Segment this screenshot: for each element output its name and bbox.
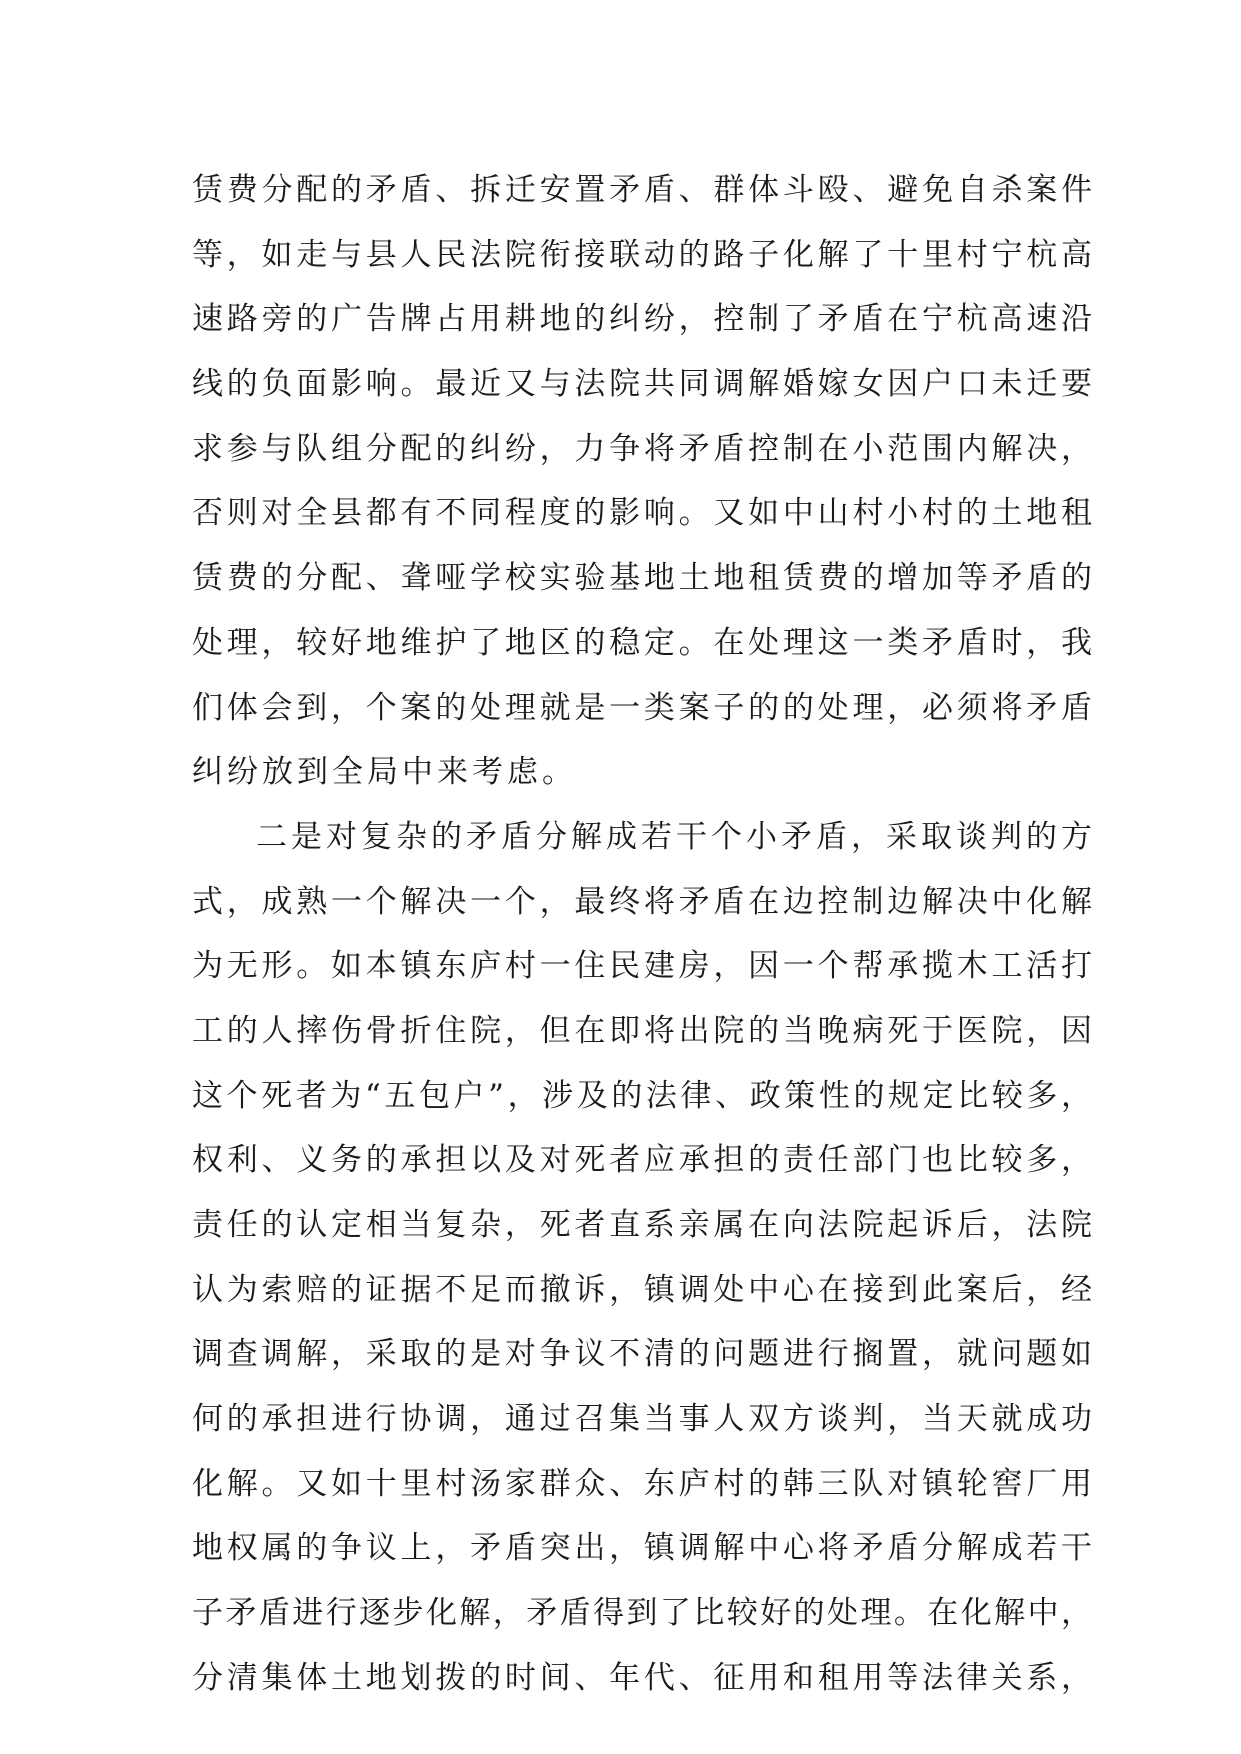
text-line: 求参与队组分配的纠纷，力争将矛盾控制在小范围内解决， — [192, 430, 1092, 467]
text-line: 责任的认定相当复杂，死者直系亲属在向法院起诉后，法院 — [192, 1207, 1092, 1243]
text-line: 工的人摔伤骨折住院，但在即将出院的当晚病死于医院，因 — [192, 1012, 1092, 1049]
text-line: 子矛盾进行逐步化解，矛盾得到了比较好的处理。在化解中， — [192, 1595, 1092, 1632]
text-line: 赁费分配的矛盾、拆迁安置矛盾、群体斗殴、避免自杀案件 — [192, 172, 1092, 208]
text-line: 线的负面影响。最近又与法院共同调解婚嫁女因户口未迁要 — [192, 366, 1092, 403]
text-line: 处理，较好地维护了地区的稳定。在处理这一类矛盾时，我 — [192, 624, 1092, 661]
text-line: 认为索赔的证据不足而撤诉，镇调处中心在接到此案后，经 — [192, 1271, 1092, 1308]
text-line: 赁费的分配、聋哑学校实验基地土地租赁费的增加等矛盾的 — [192, 560, 1092, 597]
text-line: 这个死者为“五包户”，涉及的法律、政策性的规定比较多， — [192, 1077, 1092, 1114]
text-line: 权利、义务的承担以及对死者应承担的责任部门也比较多， — [192, 1142, 1092, 1179]
text-line: 速路旁的广告牌占用耕地的纠纷，控制了矛盾在宁杭高速沿 — [192, 301, 1092, 338]
text-line: 地权属的争议上，矛盾突出，镇调解中心将矛盾分解成若干 — [192, 1530, 1092, 1567]
text-line: 化解。又如十里村汤家群众、东庐村的韩三队对镇轮窖厂用 — [192, 1465, 1092, 1502]
text-line: 纠纷放到全局中来考虑。 — [192, 754, 577, 791]
text-line: 何的承担进行协调，通过召集当事人双方谈判，当天就成功 — [192, 1401, 1092, 1438]
text-line: 分清集体土地划拨的时间、年代、征用和租用等法律关系， — [192, 1659, 1092, 1696]
text-line: 调查调解，采取的是对争议不清的问题进行搁置，就问题如 — [192, 1336, 1092, 1373]
text-line: 们体会到，个案的处理就是一类案子的的处理，必须将矛盾 — [192, 689, 1092, 726]
text-line: 为无形。如本镇东庐村一住民建房，因一个帮承揽木工活打 — [192, 948, 1092, 985]
text-line: 否则对全县都有不同程度的影响。又如中山村小村的土地租 — [192, 495, 1092, 532]
body-text — [192, 158, 1092, 1711]
text-line: 等，如走与县人民法院衔接联动的路子化解了十里村宁杭高 — [192, 236, 1092, 273]
paragraph-first-line: 二是对复杂的矛盾分解成若干个小矛盾，采取谈判的方 — [256, 818, 1092, 855]
text-line: 式，成熟一个解决一个，最终将矛盾在边控制边解决中化解 — [192, 883, 1092, 920]
